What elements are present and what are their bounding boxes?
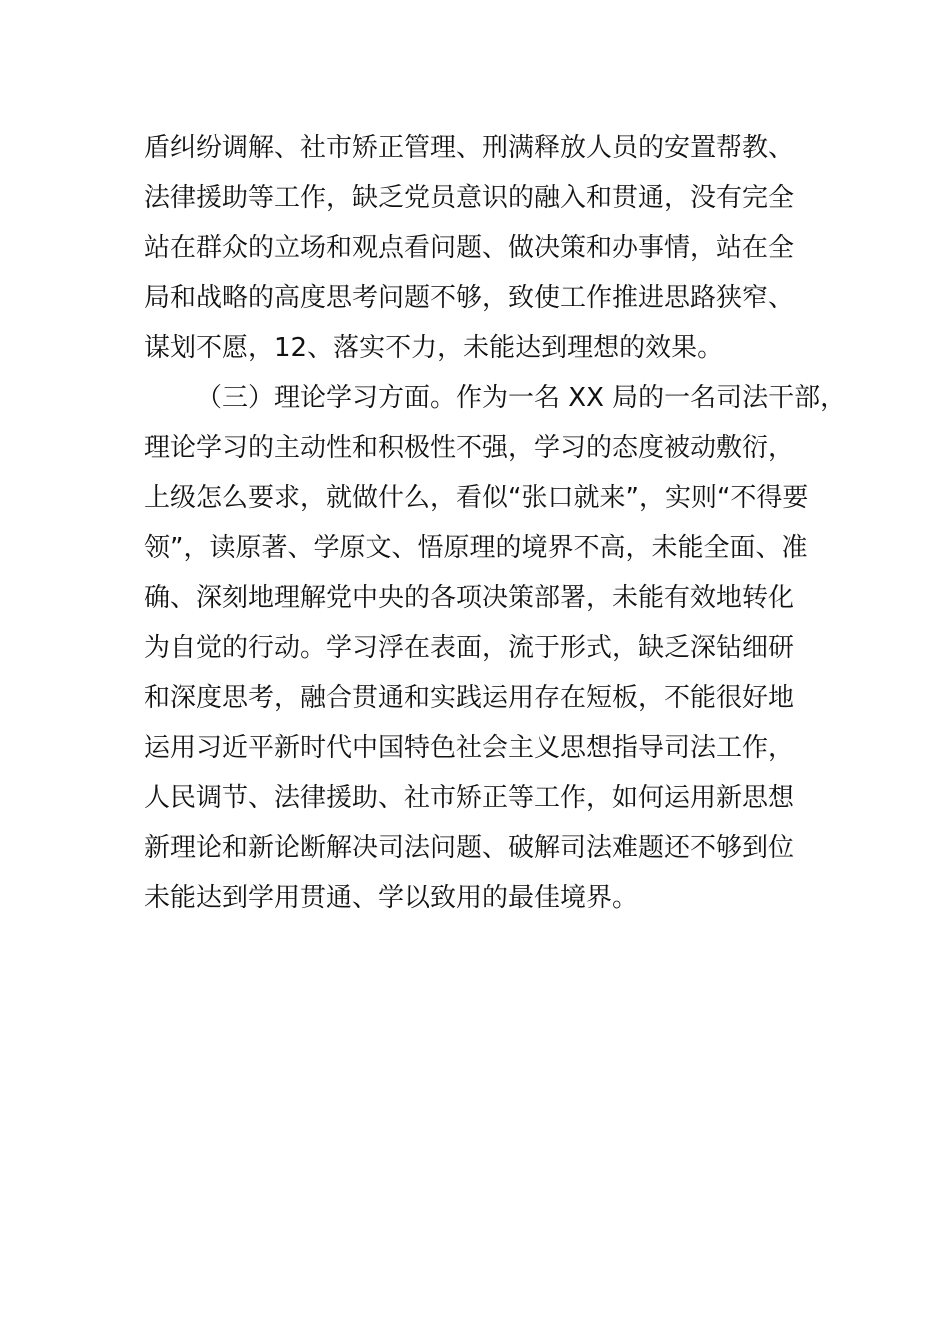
paragraph-2 xyxy=(144,373,847,923)
paragraph-1-line-4: 局和战略的高度思考问题不够，致使工作推进思路狭窄、 xyxy=(144,283,795,313)
paragraph-2-line-4: 领”，读原著、学原文、悟原理的境界不高，未能全面、准 xyxy=(144,533,808,563)
paragraph-2-line-10: 新理论和新论断解决司法问题、破解司法难题还不够到位 xyxy=(144,833,795,863)
paragraph-2-line-7: 和深度思考，融合贯通和实践运用存在短板，不能很好地 xyxy=(144,683,795,713)
paragraph-2-line-3: 上级怎么要求，就做什么，看似“张口就来”，实则“不得要 xyxy=(144,483,809,513)
paragraph-1-line-5: 谋划不愿，12、落实不力，未能达到理想的效果。 xyxy=(144,333,724,363)
paragraph-2-line-11: 未能达到学用贯通、学以致用的最佳境界。 xyxy=(144,883,639,913)
paragraph-1-line-1: 盾纠纷调解、社市矫正管理、刑满释放人员的安置帮教、 xyxy=(144,133,795,163)
paragraph-2-line-6: 为自觉的行动。学习浮在表面，流于形式，缺乏深钻细研 xyxy=(144,633,795,663)
paragraph-1 xyxy=(144,123,844,373)
paragraph-2-line-9: 人民调节、法律援助、社市矫正等工作，如何运用新思想 xyxy=(144,783,795,813)
paragraph-2-line-5: 确、深刻地理解党中央的各项决策部署，未能有效地转化 xyxy=(144,583,795,613)
paragraph-1-line-3: 站在群众的立场和观点看问题、做决策和办事情，站在全 xyxy=(144,233,795,263)
paragraph-2-line-1: （三）理论学习方面。作为一名 XX 局的一名司法干部， xyxy=(196,383,847,413)
document-body xyxy=(144,123,847,923)
paragraph-2-line-2: 理论学习的主动性和积极性不强，学习的态度被动敷衍， xyxy=(144,433,795,463)
paragraph-2-line-8: 运用习近平新时代中国特色社会主义思想指导司法工作， xyxy=(144,733,795,763)
paragraph-1-line-2: 法律援助等工作，缺乏党员意识的融入和贯通，没有完全 xyxy=(144,183,795,213)
